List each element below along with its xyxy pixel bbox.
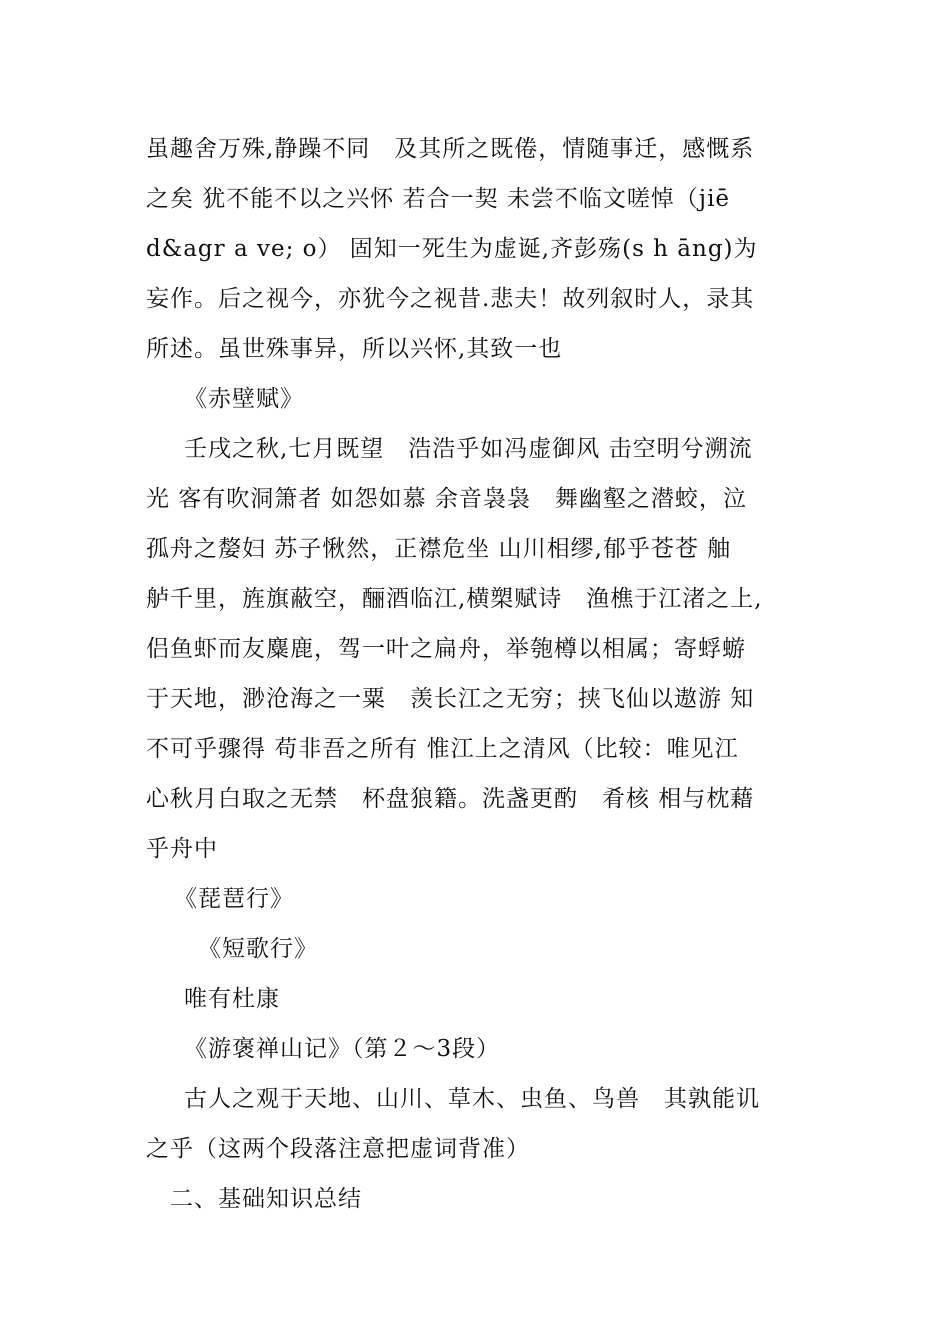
- text-line: 所述。虽世殊事异，所以兴怀,其致一也: [146, 336, 563, 362]
- text-line: 舻千里，旌旗蔽空，酾酒临江,横槊赋诗 渔樵于江渚之上,: [146, 586, 763, 612]
- text-line: d&agr a ve; o） 固知一死生为虚诞,齐彭殇(s h āng)为: [146, 236, 758, 262]
- text-line: 妄作。后之视今，亦犹今之视昔.悲夫！故列叙时人，录其: [146, 286, 755, 312]
- text-line: 光 客有吹洞箫者 如怨如慕 余音袅袅 舞幽壑之潜蛟，泣: [146, 486, 747, 512]
- section-heading: 二、基础知识总结: [170, 1186, 362, 1212]
- section-title: 《琵琶行》: [174, 886, 294, 912]
- text-line: 之矣 犹不能不以之兴怀 若合一契 未尝不临文嗟悼（jiē: [146, 186, 731, 212]
- text-line: 唯有杜康: [184, 986, 280, 1012]
- text-line: 于天地，渺沧海之一粟 羡长江之无穷；挟飞仙以遨游 知: [146, 686, 755, 712]
- text-line: 壬戌之秋,七月既望 浩浩乎如冯虚御风 击空明兮溯流: [184, 436, 753, 462]
- text-line: 古人之观于天地、山川、草木、虫鱼、鸟兽 其孰能讥: [184, 1086, 760, 1112]
- text-line: 不可乎骤得 苟非吾之所有 惟江上之清风（比较：唯见江: [146, 736, 739, 762]
- text-line: 心秋月白取之无禁 杯盘狼籍。洗盏更酌 肴核 相与枕藉: [146, 786, 755, 812]
- text-line: 虽趣舍万殊,静躁不同 及其所之既倦，情随事迁，感慨系: [146, 136, 755, 162]
- text-line: 之乎（这两个段落注意把虚词背准）: [146, 1136, 530, 1162]
- text-line: 孤舟之嫠妇 苏子愀然，正襟危坐 山川相缪,郁乎苍苍 舳: [146, 536, 732, 562]
- text-line: 乎舟中: [146, 836, 218, 862]
- section-title: 《赤壁赋》: [184, 386, 304, 412]
- section-title: 《短歌行》: [198, 936, 318, 962]
- section-title: 《游褒禅山记》（第２～3段）: [184, 1036, 501, 1062]
- text-line: 侣鱼虾而友麋鹿，驾一叶之扁舟，举匏樽以相属；寄蜉蝣: [146, 636, 746, 662]
